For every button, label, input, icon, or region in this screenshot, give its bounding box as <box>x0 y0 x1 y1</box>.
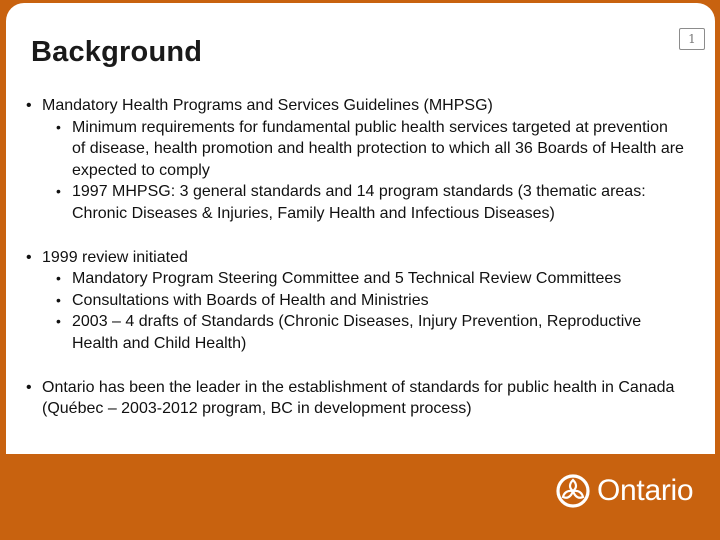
sub-bullet-text: 2003 – 4 drafts of Standards (Chronic Diseases, Injury Prevention, Reproductive Health and Child Health) <box>72 313 642 352</box>
bullet-item <box>24 95 684 117</box>
bullet-icon: • <box>56 270 61 287</box>
logo-text: Ontario <box>597 474 694 507</box>
bullet-text: Mandatory Health Programs and Services Guidelines (MHPSG) <box>42 97 493 114</box>
sub-bullet-item <box>24 311 684 354</box>
bullet-text: 1999 review initiated <box>42 248 188 266</box>
sub-bullet-item <box>24 181 684 224</box>
slide-title: Background <box>31 36 203 68</box>
sub-bullet-text: Consultations with Boards of Health and Ministries <box>72 291 429 309</box>
bullet-item <box>24 247 684 269</box>
sub-bullet-item <box>24 290 684 312</box>
bullet-icon: • <box>56 291 61 308</box>
bullet-text: Ontario has been the leader in the establishment of standards for public health in Canada (Québec – 2003-2012 program, BC in development process) <box>42 378 675 418</box>
sub-bullet-item <box>24 117 684 182</box>
sub-bullet-text: 1997 MHPSG: 3 general standards and 14 program standards (3 thematic areas: Chronic Diseases & Injuries, Family Health and Infectious Diseases) <box>72 183 646 222</box>
ontario-logo <box>556 471 693 511</box>
bullet-icon: • <box>56 313 61 330</box>
bullet-list <box>24 95 684 420</box>
bullet-icon: • <box>26 248 32 266</box>
bullet-item <box>24 377 684 420</box>
sub-bullet-item <box>24 268 684 290</box>
bullet-icon: • <box>56 183 61 200</box>
page-number: 1 <box>679 28 705 50</box>
sub-bullet-text: Mandatory Program Steering Committee and 5 Technical Review Committees <box>72 270 622 288</box>
sub-bullet-text: Minimum requirements for fundamental public health services targeted at prevention of disease, health promotion and health protection to which all 36 Boards of Health are expected to comply <box>72 118 684 179</box>
bullet-icon: • <box>26 378 32 396</box>
bullet-icon: • <box>56 118 61 135</box>
bullet-icon: • <box>26 97 32 114</box>
trillium-icon <box>556 473 590 509</box>
